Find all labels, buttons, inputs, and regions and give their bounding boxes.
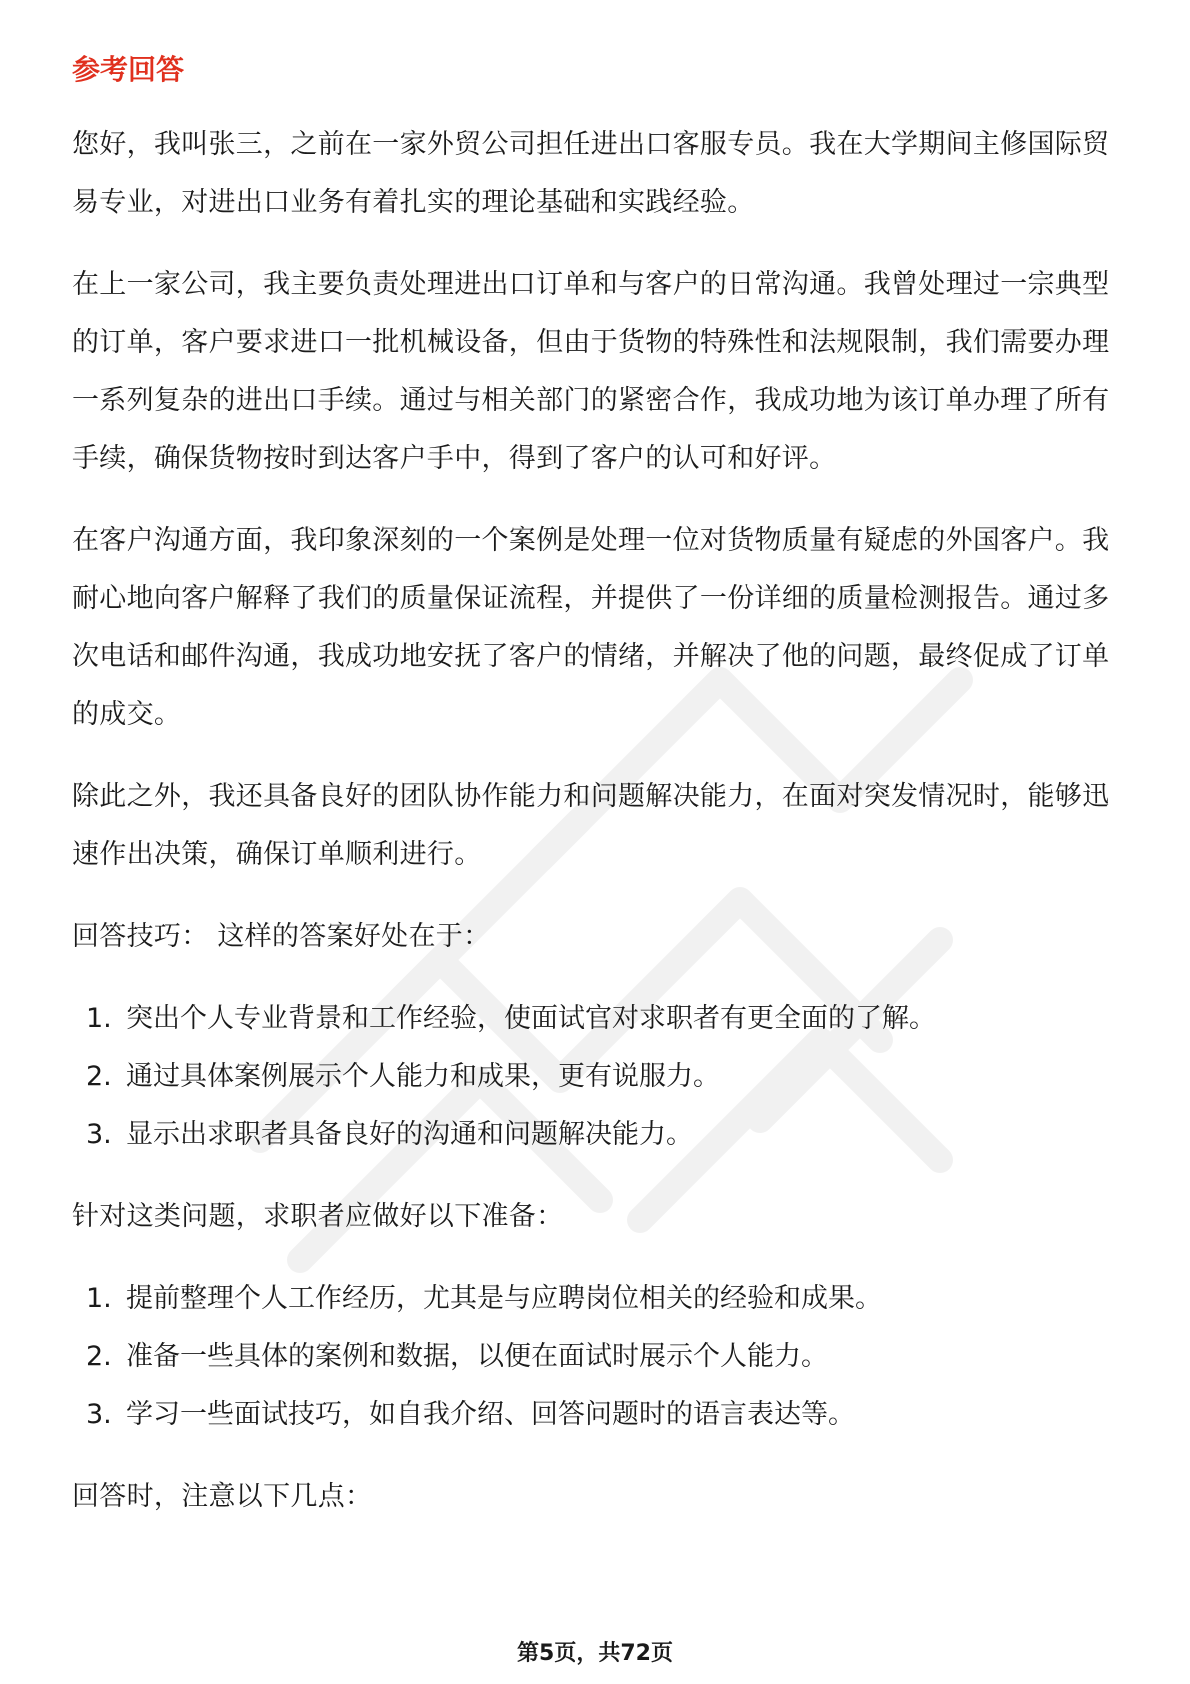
list-number: 3.: [86, 1119, 112, 1150]
list-text: 学习一些面试技巧，如自我介绍、回答问题时的语言表达等。: [126, 1399, 855, 1430]
prep-intro: 针对这类问题，求职者应做好以下准备：: [72, 1201, 564, 1232]
list-text: 突出个人专业背景和工作经验，使面试官对求职者有更全面的了解。: [126, 1003, 936, 1034]
list-number: 3.: [86, 1399, 112, 1430]
paragraph: 在上一家公司，我主要负责处理进出口订单和与客户的日常沟通。我曾处理过一宗典型的订单，客户要求进口一批机械设备，但由于货物的特殊性和法规限制，我们需要办理一系列复杂的进出口手续。通过与相关部门的紧密合作，我成功地为该订单办理了所有手续，确保货物按时到达客户手中，得到了客户的认可和好评。: [72, 269, 1110, 474]
list-text: 准备一些具体的案例和数据，以便在面试时展示个人能力。: [126, 1341, 828, 1372]
list-number: 2.: [86, 1061, 112, 1092]
tips-list: [72, 990, 1122, 1164]
paragraph: 在客户沟通方面，我印象深刻的一个案例是处理一位对货物质量有疑虑的外国客户。我耐心地向客户解释了我们的质量保证流程，并提供了一份详细的质量检测报告。通过多次电话和邮件沟通，我成功地安抚了客户的情绪，并解决了他的问题，最终促成了订单的成交。: [72, 525, 1110, 730]
list-text: 显示出求职者具备良好的沟通和问题解决能力。: [126, 1119, 693, 1150]
list-item: [72, 1048, 1122, 1106]
list-text: 通过具体案例展示个人能力和成果，更有说服力。: [126, 1061, 720, 1092]
document-content: [72, 44, 1122, 1550]
notes-intro: 回答时，注意以下几点：: [72, 1481, 373, 1512]
list-item: [72, 990, 1122, 1048]
list-item: [72, 1270, 1122, 1328]
list-item: [72, 1328, 1122, 1386]
list-number: 1.: [86, 1283, 112, 1314]
list-item: [72, 1386, 1122, 1444]
list-text: 提前整理个人工作经历，尤其是与应聘岗位相关的经验和成果。: [126, 1283, 882, 1314]
paragraph: 您好，我叫张三，之前在一家外贸公司担任进出口客服专员。我在大学期间主修国际贸易专业，对进出口业务有着扎实的理论基础和实践经验。: [72, 129, 1110, 218]
page-number: 第5页，共72页: [517, 1641, 673, 1666]
section-heading: 参考回答: [72, 53, 185, 86]
list-item: [72, 1106, 1122, 1164]
prep-list: [72, 1270, 1122, 1444]
list-number: 1.: [86, 1003, 112, 1034]
list-number: 2.: [86, 1341, 112, 1372]
tips-intro: 回答技巧： 这样的答案好处在于：: [72, 921, 491, 952]
paragraph: 除此之外，我还具备良好的团队协作能力和问题解决能力，在面对突发情况时，能够迅速作出决策，确保订单顺利进行。: [72, 781, 1110, 870]
